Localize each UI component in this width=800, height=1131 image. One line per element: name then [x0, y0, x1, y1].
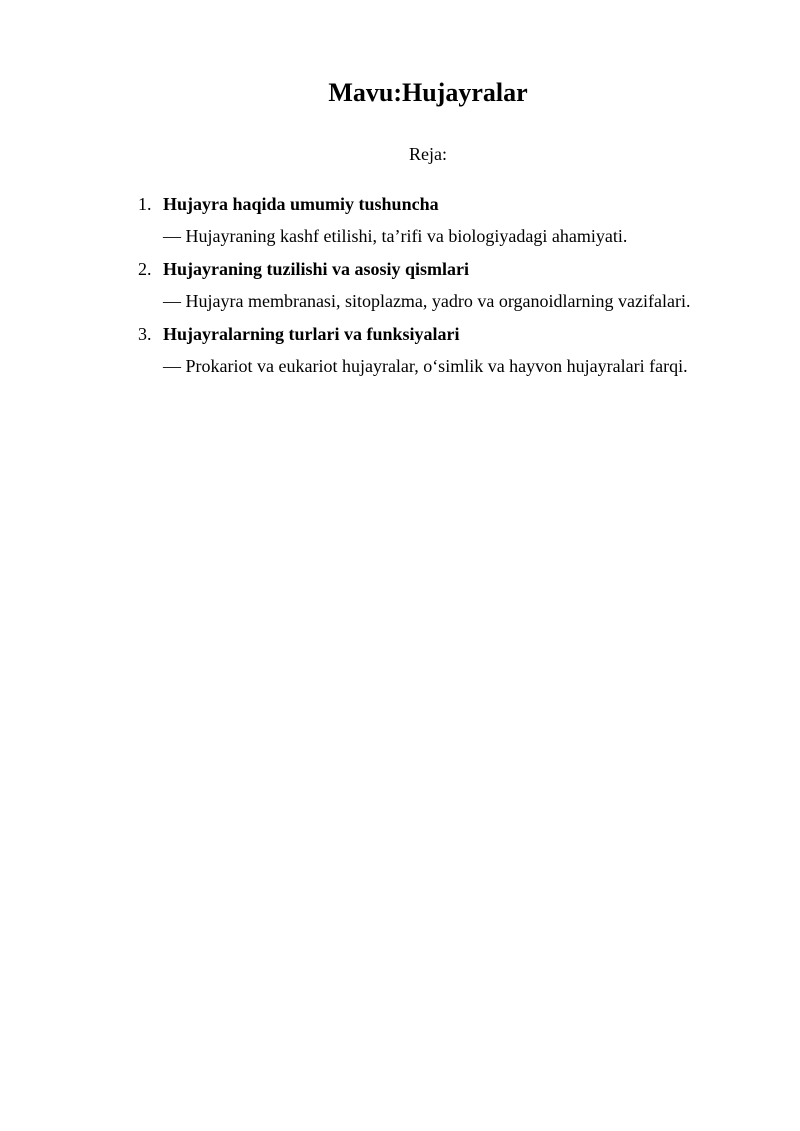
plan-label: Reja:	[409, 144, 447, 164]
list-item-title: Hujayraning tuzilishi va asosiy qismlari	[163, 259, 470, 279]
list-item-heading	[138, 322, 758, 346]
plan-list	[138, 192, 758, 387]
list-item-heading	[138, 192, 758, 216]
list-item-heading	[138, 257, 758, 281]
list-item	[138, 257, 758, 313]
list-item	[138, 322, 758, 378]
list-item	[138, 192, 758, 248]
list-item-description: — Hujayra membranasi, sitoplazma, yadro va organoidlarning vazifalari.	[163, 291, 691, 311]
list-item-description: — Prokariot va eukariot hujayralar, o‘simlik va hayvon hujayralari farqi.	[163, 356, 688, 376]
list-item-number: 3.	[138, 324, 152, 344]
page-title: Mavu:Hujayralar	[328, 78, 528, 107]
list-item-number: 1.	[138, 194, 152, 214]
list-item-title: Hujayralarning turlari va funksiyalari	[163, 324, 460, 344]
list-item-title: Hujayra haqida umumiy tushuncha	[163, 194, 439, 214]
list-item-description: — Hujayraning kashf etilishi, ta’rifi va biologiyadagi ahamiyati.	[163, 226, 628, 246]
list-item-number: 2.	[138, 259, 152, 279]
